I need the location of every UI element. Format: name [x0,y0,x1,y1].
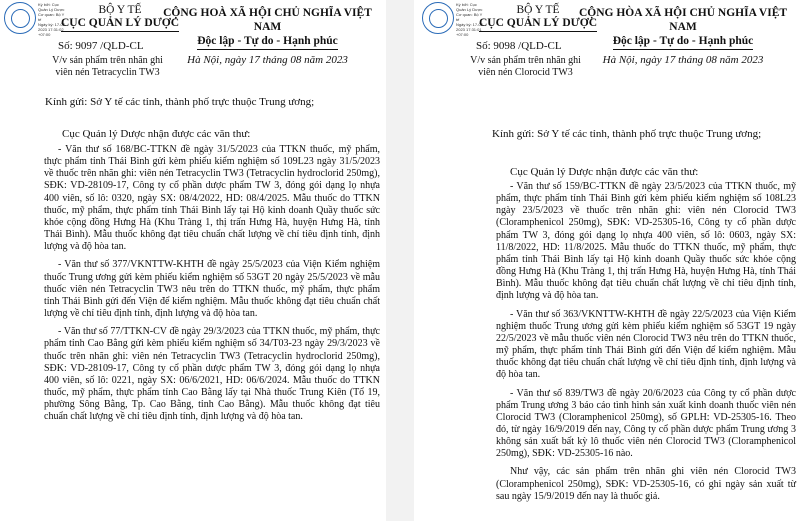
agency-ministry: BỘ Y TẾ [98,4,142,16]
left-document [0,0,380,521]
signature-line: Ngày ký: 17-08-2023 17:31:01 +07:00 [456,22,485,37]
intro-line: Cục Quản lý Dược nhận được các văn thư: [510,166,699,178]
national-motto: Độc lập - Tự do - Hạnh phúc [197,34,338,50]
page-divider [386,0,414,521]
place-date: Hà Nội, ngày 17 tháng 08 năm 2023 [602,54,764,66]
signature-line: Ký bởi: Cục Quản Lý Dược [38,2,65,12]
salutation: Kính gửi: Sở Y tế các tỉnh, thành phố trực thuộc Trung ương; [492,128,762,140]
subject-line: V/v sản phẩm trên nhãn ghi [470,55,581,66]
agency-ministry: BỘ Y TẾ [516,4,560,16]
document-subject [458,55,593,79]
national-header [150,6,380,67]
place-date: Hà Nội, ngày 17 tháng 08 năm 2023 [187,54,348,66]
intro-line: Cục Quản lý Dược nhận được các văn thư: [62,128,251,140]
right-document [418,0,800,521]
paragraph: - Văn thư số 377/VKNTTW-KHTH đề ngày 25/5/2023 của Viện Kiểm nghiệm thuốc Trung ương gửi kèm phiếu kiểm nghiệm số 53GT 20 ngày 25/5/2023 về mẫu thuốc viên nén Tetracyclin TW3 nêu trên do TTKN thuốc, mỹ phẩm, thực phẩm tỉnh Thái Bình gửi đến Viện để kiểm nghiệm. Mẫu thuốc không đạt tiêu chuẩn chất lượng về chỉ tiêu định tính, định lượng và độ hòa tan. [44,259,380,320]
digital-seal-icon [422,2,454,34]
salutation: Kính gửi: Sở Y tế các tỉnh, thành phố trực thuộc Trung ương; [45,96,315,108]
digital-seal-icon [4,2,36,34]
paragraph: - Văn thư số 839/TW3 đề ngày 20/6/2023 của Công ty cổ phần dược phẩm Trung ương 3 báo cáo tình hình sản xuất kinh doanh thuốc viên nén Clorocid TW3 (Cloramphenicol 250mg), số GPLH: VD-25305-16. Theo đó, từ ngày 16/9/2019 đến nay, Công ty cổ phần dược phẩm Trung ương 3 không sản xuất bất kỳ lô thuốc viên nén Clorocid TW3 (Cloramphenicol 250mg), SĐK: VD-25305-16 nào. [496,387,796,460]
document-number: Số: 9097 /QLD-CL [58,40,144,52]
paragraph: - Văn thư số 77/TTKN-CV đề ngày 29/3/2023 của TTKN thuốc, mỹ phẩm, thực phẩm tỉnh Cao Bằng gửi kèm phiếu kiểm nghiệm số 34/T03-23 ngày 29/3/2023 về thuốc trên nhãn ghi: viên nén Tetracyclin TW3 (Tetracyclin hydroclorid 250mg), SĐK: VD-28109-17, Công ty cổ phần dược phẩm TW 3, đóng gói dạng lọ nhựa 400 viên, số lô: 0221, ngày SX: 06/6/2021, HD: 06/6/2024. Mẫu thuốc do TTKN thuốc, mỹ phẩm, thực phẩm tỉnh Cao Bằng lấy tại Nhà thuốc Trung Kiên (Tổ 19, phường Sông Bằng, Tp. Cao Bằng, tỉnh Cao Bằng). Mẫu thuốc không đạt tiêu chuẩn chất lượng về chỉ tiêu định tính, định lượng và độ hòa tan. [44,326,380,423]
national-header [566,6,800,67]
signature-line: Cơ quan: Bộ Y tế [38,12,65,22]
document-subject [40,55,175,79]
paragraph: - Văn thư số 363/VKNTTW-KHTH đề ngày 22/5/2023 của Viện Kiểm nghiệm thuốc Trung ương gửi kèm phiếu kiểm nghiệm số 53GT 19 ngày 22/5/2023 về mẫu thuốc viên nén Clorocid TW3 nêu trên do TTKN thuốc, mỹ phẩm, thực phẩm tỉnh Thái Bình gửi đến Viện để kiểm nghiệm. Mẫu thuốc không đạt tiêu chuẩn chất lượng về chỉ tiêu định tính, định lượng và độ hòa tan. [496,308,796,381]
document-number: Số: 9098 /QLD-CL [476,40,562,52]
signature-line: Ký bởi: Cục Quản Lý Dược [456,2,483,12]
paragraph: Như vậy, các sản phẩm trên nhãn ghi viên nén Clorocid TW3 (Cloramphenicol 250mg), SĐK: VD-25305-16, có ghi ngày sản xuất từ sau ngày 15/9/2019 đến nay là thuốc giả. [496,466,796,502]
subject-line: V/v sản phẩm trên nhãn ghi [52,55,163,66]
document-body [496,181,796,509]
signature-line: Ngày ký: 17-08-2023 17:31:02 +07:00 [38,22,67,37]
paragraph: - Văn thư số 168/BC-TTKN đề ngày 31/5/2023 của TTKN thuốc, mỹ phẩm, thực phẩm tỉnh Thái Bình gửi kèm phiếu kiểm nghiệm số 109L23 ngày 31/5/2023 về thuốc trên nhãn ghi: viên nén Tetracyclin TW3 (Tetracyclin hydroclorid 250mg), SĐK: VD-28109-17, Công ty cổ phần dược phẩm TW 3, đóng gói dạng lọ nhựa 400 viên, số lô: 0320, ngày SX: 08/4/2022, HD: 08/4/2025. Mẫu thuốc do TTKN thuốc, mỹ phẩm, thực phẩm tỉnh Thái Bình lấy tại Hộ kinh doanh Quầy thuốc sức khỏe cộng đồng Hưng Hà (Khu Tràng 1, thị trấn Hưng Hà, huyện Hưng Hà, tỉnh Thái Bình). Mẫu thuốc không đạt tiêu chuẩn chất lượng về chỉ tiêu định tính, định lượng và độ hòa tan. [44,144,380,253]
national-title: CỘNG HÒA XÃ HỘI CHỦ NGHĨA VIỆT NAM [578,7,788,33]
subject-line: viên nén Tetracyclin TW3 [55,67,160,78]
agency-department: CỤC QUẢN LÝ DƯỢC [61,17,179,32]
paragraph: - Văn thư số 159/BC-TTKN đề ngày 23/5/2023 của TTKN thuốc, mỹ phẩm, thực phẩm tỉnh Thái Bình gửi kèm phiếu kiểm nghiệm số 108L23 ngày 23/5/2023 về thuốc trên nhãn ghi: viên nén Clorocid TW3 (Cloramphenicol 250mg), SĐK: VD-25305-16, Công ty cổ phần dược phẩm TW 3, đóng gói dạng lọ nhựa 400 viên, số lô: 0603, ngày SX: 11/8/2022, HD: 11/8/2025. Mẫu thuốc do TTKN thuốc, mỹ phẩm, thực phẩm tỉnh Thái Bình lấy tại Hộ kinh doanh Quầy thuốc sức khỏe cộng đồng Hưng Hà (Khu Tràng 1, thị trấn Hưng Hà, huyện Hưng Hà, tỉnh Thái Bình). Mẫu thuốc không đạt tiêu chuẩn chất lượng về chỉ tiêu định tính, định lượng và độ hòa tan. [496,181,796,302]
document-body [44,144,380,429]
national-title: CỘNG HOÀ XÃ HỘI CHỦ NGHĨA VIỆT NAM [163,7,372,33]
signature-line: Cơ quan: Bộ Y tế [456,12,483,22]
agency-department: CỤC QUẢN LÝ DƯỢC [479,17,597,32]
subject-line: viên nén Clorocid TW3 [478,67,573,78]
national-motto: Độc lập - Tự do - Hạnh phúc [613,34,754,50]
